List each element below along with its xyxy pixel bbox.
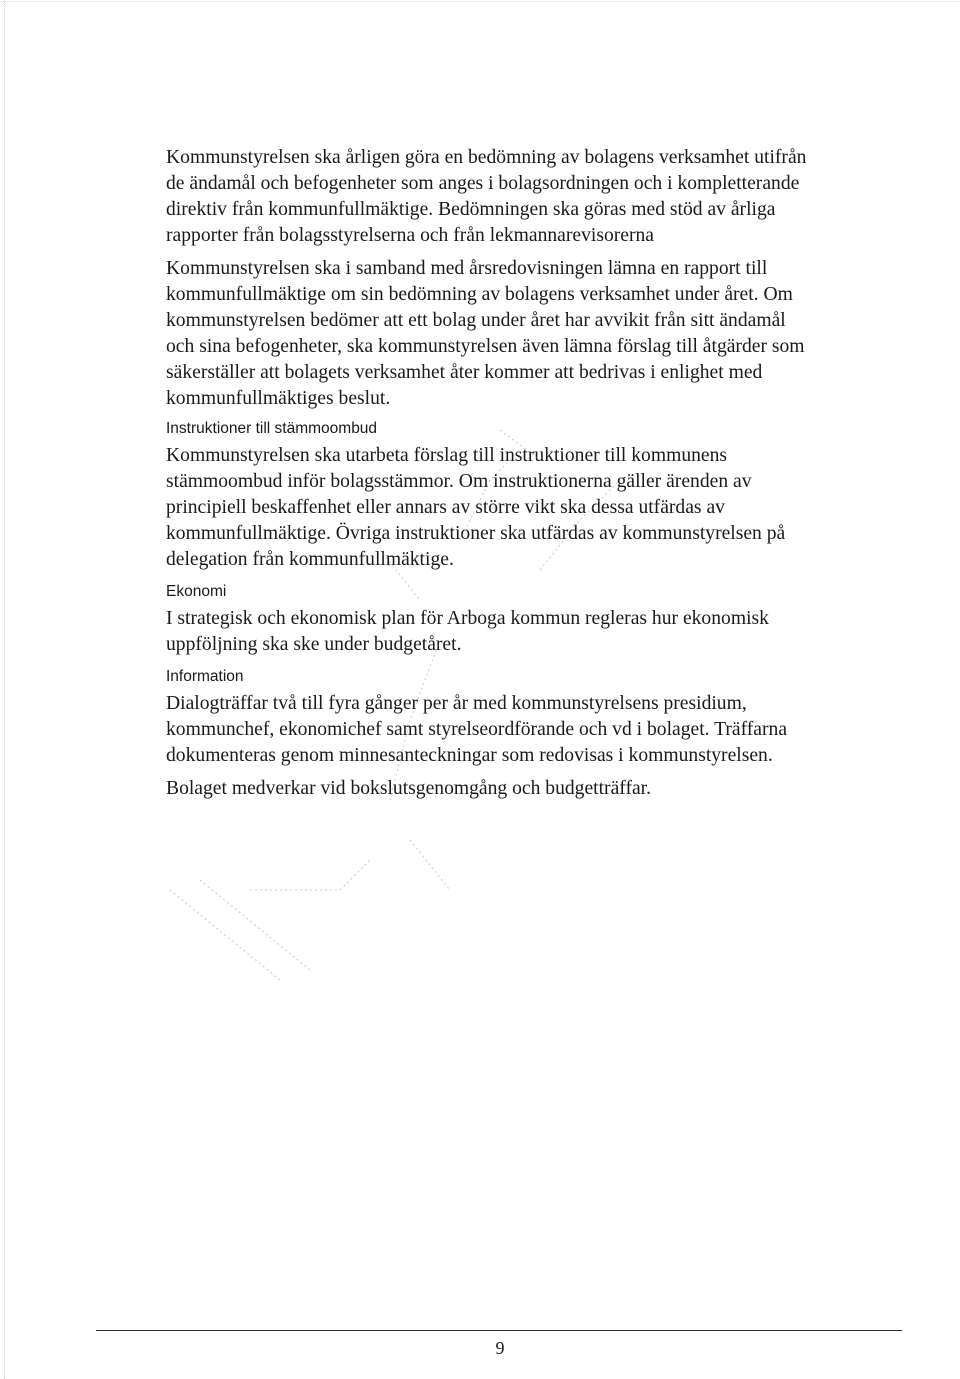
document-body — [166, 145, 816, 802]
page-number: 9 — [495, 1338, 505, 1358]
paragraph-economy: I strategisk och ekonomisk plan för Arboga kommun regleras hur ekonomisk uppföljning ska ske under budgetåret. — [166, 608, 769, 655]
heading-information: Information — [166, 668, 244, 685]
scan-edge-left — [4, 0, 5, 1379]
heading-instructions: Instruktioner till stämmoombud — [166, 420, 378, 437]
paragraph-instructions: Kommunstyrelsen ska utarbeta förslag till instruktioner till kommunens stämmoombud inför bolagsstämmor. Om instruktionerna gäller ärenden av principiell beskaffenhet eller annars av större vikt ska dessa utfärdas av kommunfullmäktige. Övriga instruktioner ska utfärdas av kommunstyrelsen på delegation från kommunfullmäktige. — [166, 445, 786, 570]
paragraph-participation: Bolaget medverkar vid bokslutsgenomgång och budgetträffar. — [166, 778, 652, 799]
paragraph-report: Kommunstyrelsen ska i samband med årsredovisningen lämna en rapport till kommunfullmäktige om sin bedömning av bolagens verksamhet under året. Om kommunstyrelsen bedömer att ett bolag under året har avvikit från sitt ändamål och sina befogenheter, ska kommunstyrelsen även lämna förslag till åtgärder som säkerställer att bolagets verksamhet åter kommer att bedrivas i enlighet med kommunfullmäktiges beslut. — [166, 258, 805, 409]
heading-economy: Ekonomi — [166, 583, 227, 600]
paragraph-annual-assessment: Kommunstyrelsen ska årligen göra en bedömning av bolagens verksamhet utifrån de ändamål och befogenheter som anges i bolagsordningen och i kompletterande direktiv från kommunfullmäktige. Bedömningen ska göras med stöd av årliga rapporter från bolagsstyrelserna och från lekmannarevisorerna — [166, 147, 807, 246]
scan-edge-top — [0, 1, 960, 2]
paragraph-dialogue-meetings: Dialogträffar två till fyra gånger per år med kommunstyrelsens presidium, kommunchef, ekonomichef samt styrelseordförande och vd i bolaget. Träffarna dokumenteras genom minnesanteckningar som redovisas i kommunstyrelsen. — [166, 693, 788, 766]
footer-rule — [96, 1330, 902, 1331]
